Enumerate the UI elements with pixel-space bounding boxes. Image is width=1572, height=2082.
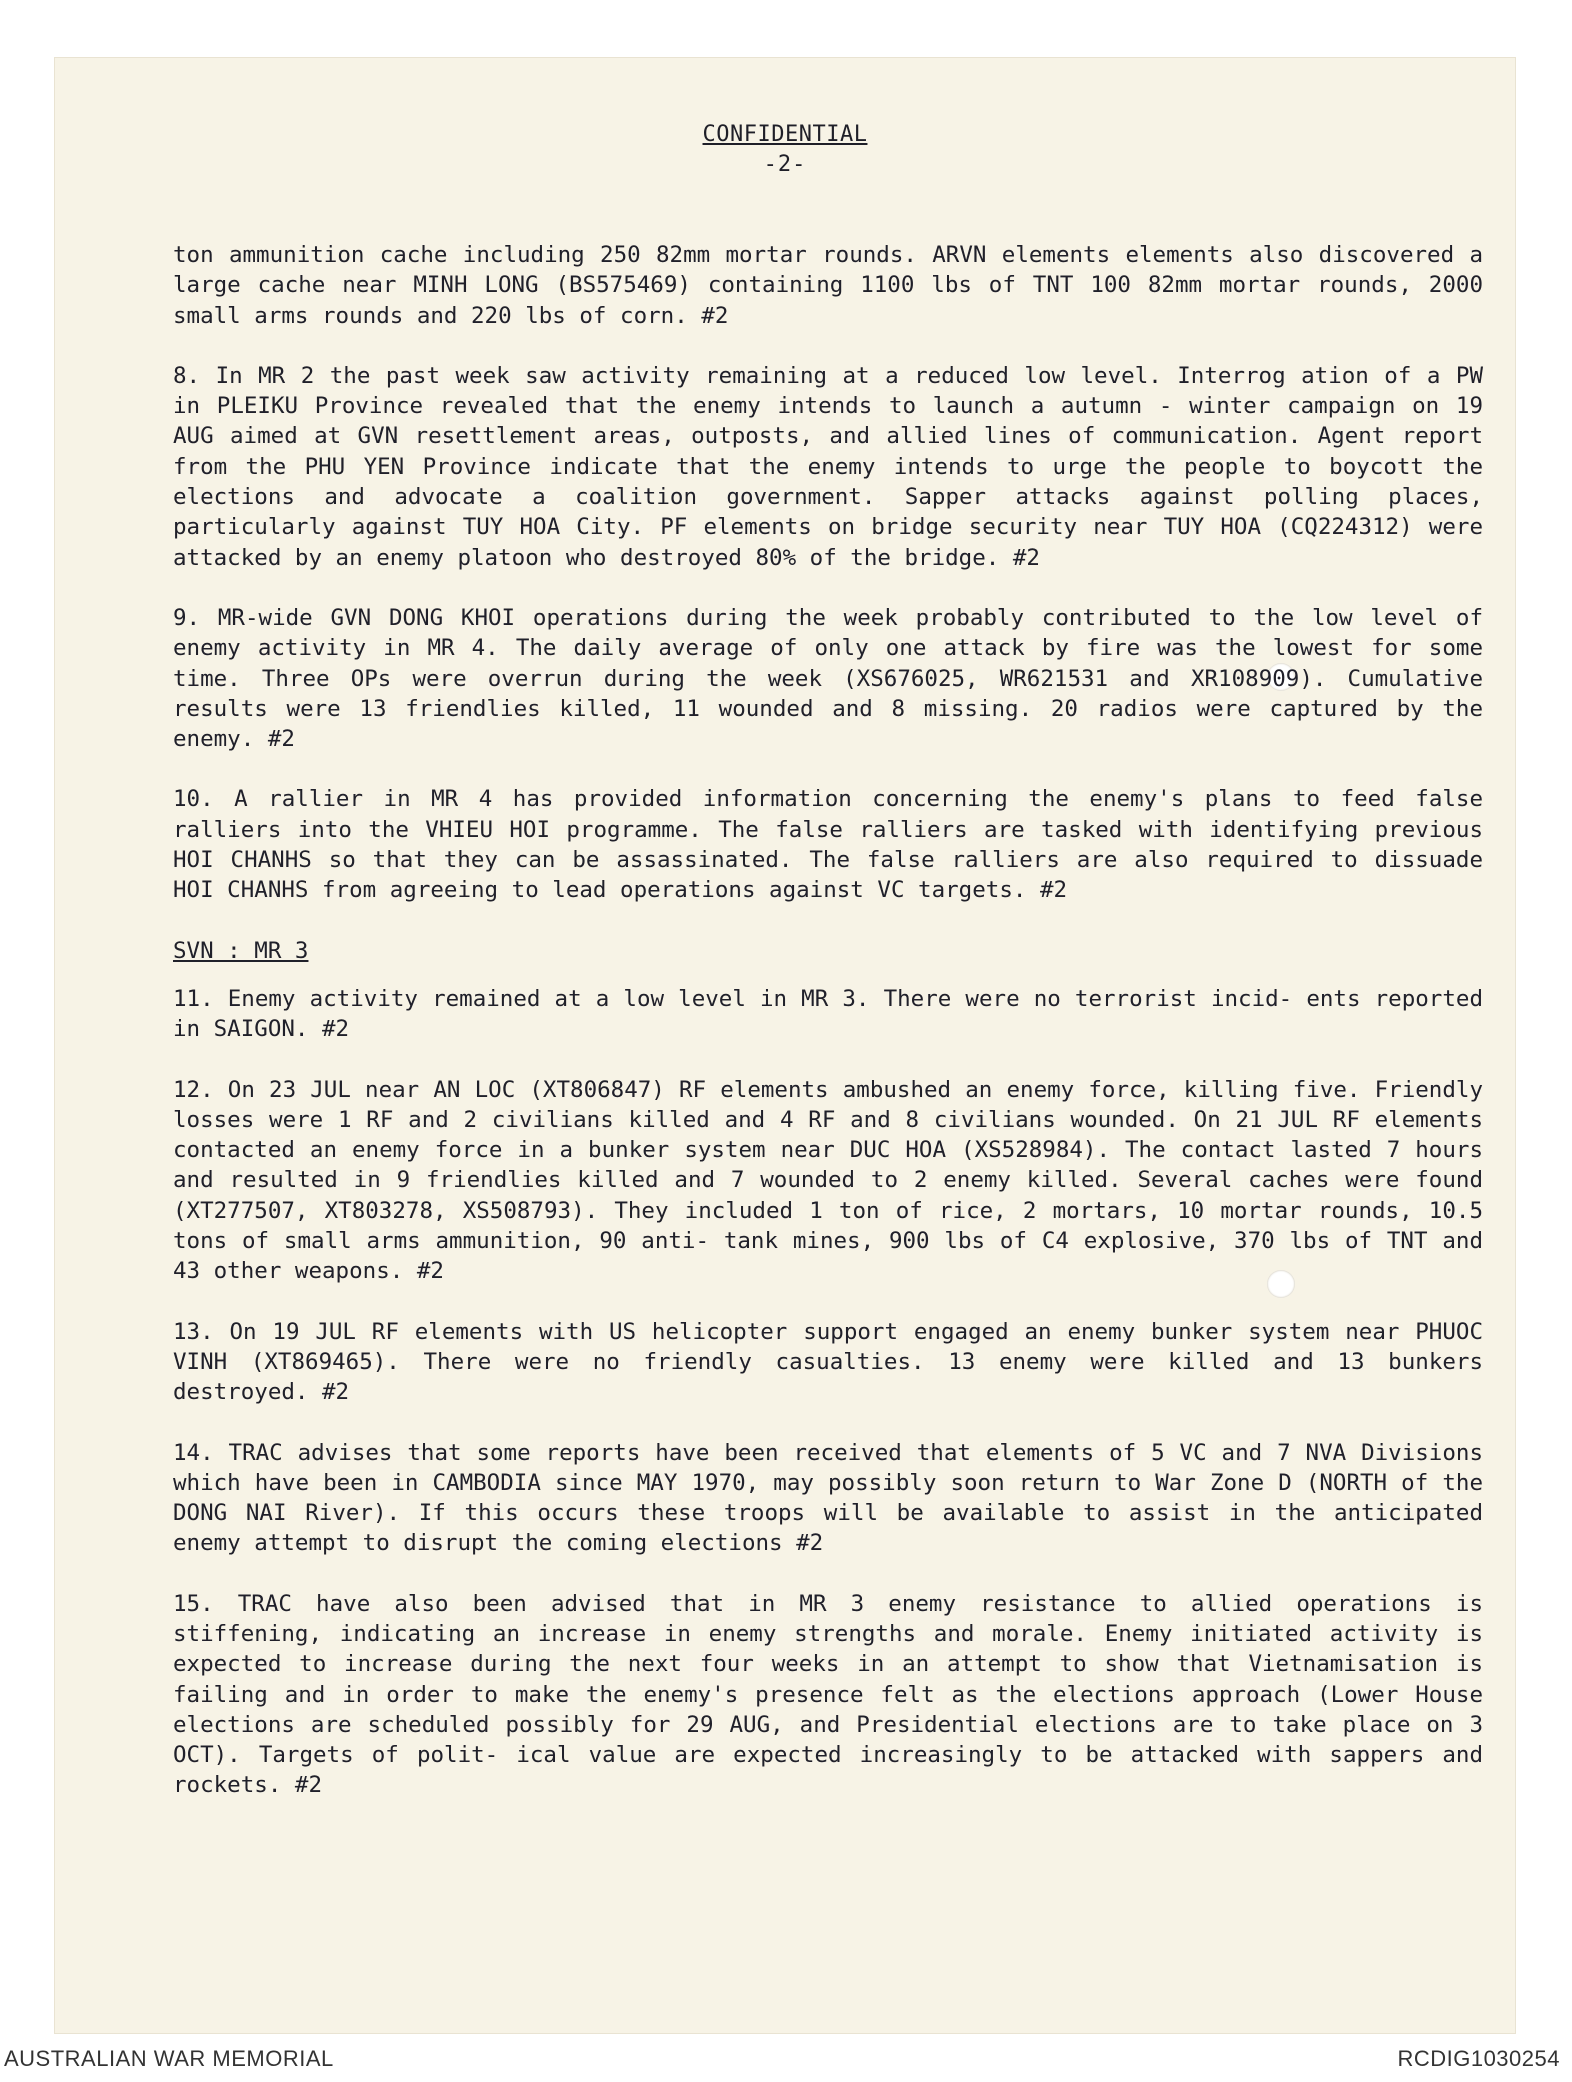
paragraph-11: 11. Enemy activity remained at a low level in MR 3. There were no terrorist incid- ents reported in SAIGON. #2 <box>173 985 1483 1043</box>
page-header <box>55 120 1515 179</box>
paragraph-13: 13. On 19 JUL RF elements with US helicopter support engaged an enemy bunker system near PHUOC VINH (XT869465). There were no friendly casualties. 13 enemy were killed and 13 bunkers destroyed. #2 <box>173 1318 1483 1406</box>
document-body <box>173 240 1483 1831</box>
paragraph-15: 15. TRAC have also been advised that in MR 3 enemy resistance to allied operations is stiffening, indicating an increase in enemy strengths and morale. Enemy initiated activity is expected to increase during the next four weeks in an attempt to show that Vietnamisation is failing and in order to make the enemy's presence felt as the elections approach (Lower House elections are scheduled possibly for 29 AUG, and Presidential elections are to take place on 3 OCT). Targets of polit- ical value are expected increasingly to be attacked with sappers and rockets. #2 <box>173 1590 1483 1799</box>
paragraph-12: 12. On 23 JUL near AN LOC (XT806847) RF elements ambushed an enemy force, killing five. Friendly losses were 1 RF and 2 civilians killed and 4 RF and 8 civilians wounded. On 21 JUL RF elements contacted an enemy force in a bunker system near DUC HOA (XS528984). The contact lasted 7 hours and resulted in 9 friendlies killed and 7 wounded to 2 enemy killed. Several caches were found (XT277507, XT803278, XS508793). They included 1 ton of rice, 2 mortars, 10 mortar rounds, 10.5 tons of small arms ammunition, 90 anti- tank mines, 900 lbs of C4 explosive, 370 lbs of TNT and 43 other weapons. #2 <box>173 1076 1483 1285</box>
section-heading-mr3: SVN : MR 3 <box>173 937 309 964</box>
paragraph-9: 9. MR-wide GVN DONG KHOI operations during the week probably contributed to the low level of enemy activity in MR 4. The daily average of only one attack by fire was the lowest for some time. Three OPs were overrun during the week (XS676025, WR621531 and XR108909). Cumulative results were 13 friendlies killed, 11 wounded and 8 missing. 20 radios were captured by the enemy. #2 <box>173 604 1483 753</box>
paragraph-14: 14. TRAC advises that some reports have been received that elements of 5 VC and 7 NVA Divisions which have been in CAMBODIA since MAY 1970, may possibly soon return to War Zone D (NORTH of the DONG NAI River). If this occurs these troops will be available to assist in the anticipated enemy attempt to disrupt the coming elections #2 <box>173 1439 1483 1557</box>
archive-reference: RCDIG1030254 <box>1397 2046 1560 2071</box>
paragraph-8: 8. In MR 2 the past week saw activity remaining at a reduced low level. Interrog ation of a PW in PLEIKU Province revealed that the enemy intends to launch a autumn - winter campaign on 19 AUG aimed at GVN resettlement areas, outposts, and allied lines of communication. Agent report from the PHU YEN Province indicate that the enemy intends to urge the people to boycott the elections and advocate a coalition government. Sapper attacks against polling places, particularly against TUY HOA City. PF elements on bridge security near TUY HOA (CQ224312) were attacked by an enemy platoon who destroyed 80% of the bridge. #2 <box>173 362 1483 571</box>
paragraph-7-continued: ton ammunition cache including 250 82mm mortar rounds. ARVN elements elements also discovered a large cache near MINH LONG (BS575469) containing 1100 lbs of TNT 100 82mm mortar rounds, 2000 small arms rounds and 220 lbs of corn. #2 <box>173 242 1483 329</box>
archive-institution: AUSTRALIAN WAR MEMORIAL <box>4 2046 334 2071</box>
paragraph-10: 10. A rallier in MR 4 has provided information concerning the enemy's plans to feed false ralliers into the VHIEU HOI programme. The false ralliers are tasked with identifying previous HOI CHANHS so that they can be assassinated. The false ralliers are also required to dissuade HOI CHANHS from agreeing to lead operations against VC targets. #2 <box>173 786 1483 904</box>
classification-marking: CONFIDENTIAL <box>702 122 868 147</box>
page-number: -2- <box>763 151 807 177</box>
document-page <box>55 58 1515 2033</box>
archive-footer <box>0 2044 1572 2074</box>
